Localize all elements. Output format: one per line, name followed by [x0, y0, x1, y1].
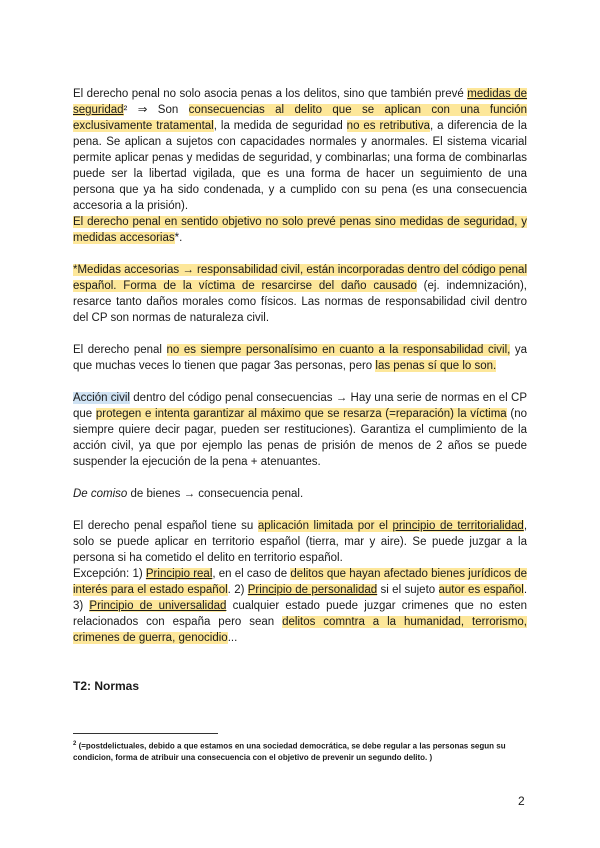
- text-run: ⇒ Son: [127, 104, 189, 116]
- text-run: (ej. indemnización), resarce tanto daños morales como físicos. Las normas de responsabilidad civil dentro del CP son normas de naturaleza civil.: [73, 280, 527, 324]
- text-run: . 2): [227, 584, 248, 596]
- highlight-penas-si: las penas sí que lo son.: [375, 360, 497, 372]
- highlight-principio-universalidad: Principio de universalidad: [89, 600, 227, 612]
- text-run-italic: De comiso: [73, 488, 128, 500]
- highlight-principio-real: Principio real: [145, 568, 213, 580]
- footnote-reference[interactable]: ²: [123, 104, 128, 116]
- paragraph-territorialidad: [73, 518, 527, 646]
- text-run: dentro del código penal consecuencias → Hay una serie de normas en el CP que: [73, 392, 527, 420]
- text-run: (no siempre quiere decir pagar, pueden ser restituciones). Garantiza el cumplimiento de la acción civil, ya que por ejemplo las penas de prisión de menos de 2 años se puede suspender la ejecución de la pena + atenuantes.: [73, 408, 527, 468]
- footnote-mark: 2: [73, 741, 77, 747]
- text-run: si el sujeto: [377, 584, 439, 596]
- paragraph-medidas-accesorias: [73, 262, 527, 326]
- text-run: Excepción: 1): [73, 568, 146, 580]
- footnote: [73, 739, 527, 764]
- paragraph-accion-civil: [73, 390, 527, 470]
- highlight-consecuencias: consecuencias al delito que se aplican con una función exclusivamente tratamental: [73, 104, 527, 132]
- text-run: El derecho penal no solo asocia penas a los delitos, sino que también prevé: [73, 88, 468, 100]
- paragraph-decomiso: [73, 486, 527, 502]
- highlight-protegen-victima: protegen e intenta garantizar al máximo que se resarza (=reparación) la víctima: [95, 408, 507, 420]
- highlight-principio-personalidad: Principio de personalidad: [247, 584, 378, 596]
- highlight-medidas-accesorias: *Medidas accesorias → responsabilidad civil, están incorporadas dentro del código penal español. Forma de la víctima de resarcirse del daño causado: [73, 264, 527, 292]
- highlight-delitos-humanidad: delitos comntra a la humanidad, terrorismo, crimenes de guerra, genocidio: [73, 616, 527, 644]
- text-run: *.: [174, 232, 183, 244]
- highlight-principio-territorialidad: principio de territorialidad: [392, 520, 524, 532]
- page-number: 2: [518, 794, 525, 808]
- text-run: . 3): [73, 584, 528, 612]
- highlight-medidas-seguridad: medidas de seguridad: [73, 88, 527, 116]
- text-run: , la medida de seguridad: [213, 120, 347, 132]
- highlight-sentido-objetivo: El derecho penal en sentido objetivo no solo prevé penas sino medidas de seguridad, y medidas accesorias: [73, 216, 527, 244]
- text-run: El derecho penal: [73, 344, 167, 356]
- highlight-no-personalisimo: no es siempre personalísimo en cuanto a la responsabilidad civil,: [166, 344, 511, 356]
- highlight-accion-civil: Acción civil: [73, 392, 130, 404]
- text-run: ...: [227, 632, 238, 644]
- footnote-text: (=postdelictuales, debido a que estamos en una sociedad democrática, se debe regular a las personas segun su condicion, forma de atribuir una consecuencia con el objetivo de prevenir un segundo delito. ): [73, 741, 506, 763]
- text-run: , a diferencia de la pena. Se aplican a sujetos con capacidades normales y anormales. El sistema vicarial permite aplicar penas y medidas de seguridad, y combinarlas; una forma de combinarlas puede ser la libertad vigilada, que es una forma de hacer un seguimiento de una persona que ya ha sido condenada, y a cumplido con su pena (es una consecuencia accesoria a la prisión).: [73, 120, 528, 212]
- text-run: de bienes → consecuencia penal.: [127, 488, 304, 500]
- text-run: ya que muchas veces lo tienen que pagar 3as personas, pero: [73, 344, 528, 372]
- text-run: cualquier estado puede juzgar crimenes que no esten relacionados con españa pero sean: [73, 600, 527, 628]
- section-heading: T2: Normas: [73, 679, 140, 693]
- paragraph-personalisimo: [73, 342, 527, 374]
- highlight-bienes-juridicos: delitos que hayan afectado bienes jurídicos de interés para el estado español: [73, 568, 527, 596]
- text-run: , en el caso de: [212, 568, 291, 580]
- footnote-separator: [73, 733, 218, 734]
- document-body: [73, 86, 527, 694]
- highlight-aplicacion-limitada: aplicación limitada por el: [257, 520, 393, 532]
- highlight-autor-espanol: autor es español: [438, 584, 524, 596]
- text-run: , solo se puede aplicar en territorio español (tierra, mar y aire). Se puede juzgar a la persona si ha cometido el delito en territorio español.: [73, 520, 528, 564]
- text-run: El derecho penal español tiene su: [73, 520, 258, 532]
- highlight-no-retributiva: no es retributiva: [346, 120, 431, 132]
- paragraph-medidas-seguridad: [73, 86, 527, 246]
